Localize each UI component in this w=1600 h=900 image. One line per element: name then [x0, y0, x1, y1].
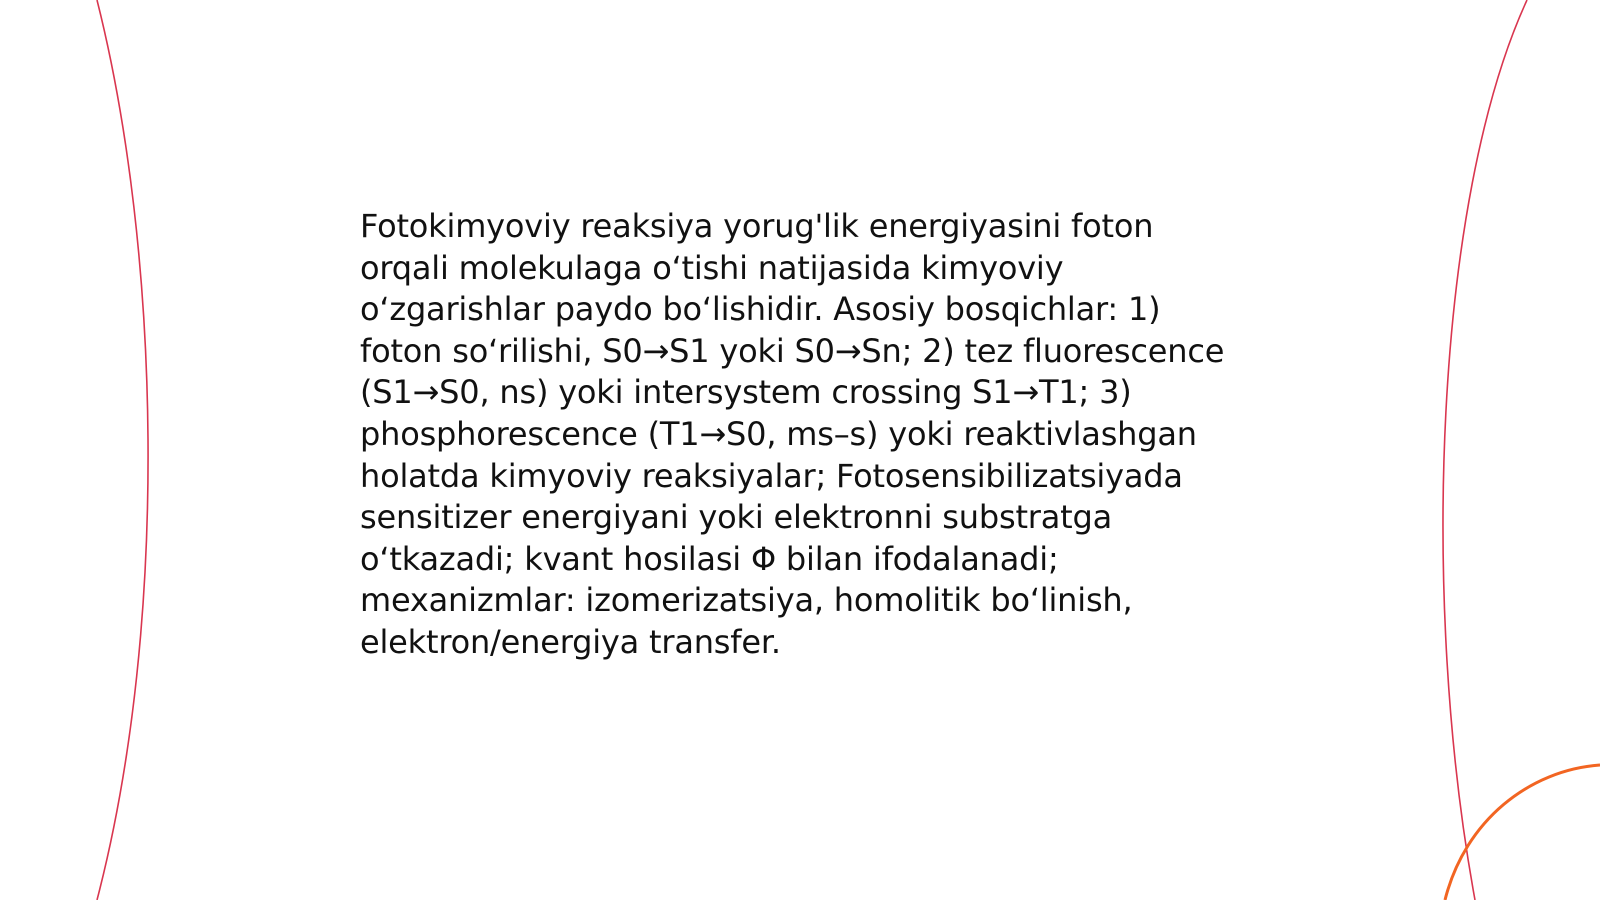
- right-curve-line: [1443, 0, 1527, 900]
- left-curve-line: [97, 0, 148, 900]
- corner-arc: [1445, 765, 1600, 900]
- slide-body-text: Fotokimyoviy reaksiya yorug'lik energiyasini foton orqali molekulaga oʻtishi natijasida kimyoviy oʻzgarishlar paydo boʻlishidir. Asosiy bosqichlar: 1) foton soʻrilishi, S0→S1 yoki S0→Sn; 2) tez fluorescence (S1→S0, ns) yoki intersystem crossing S1→T1; 3) phosphorescence (T1→S0, ms–s) yoki reaktivlashgan holatda kimyoviy reaksiyalar; Fotosensibilizatsiyada sensitizer energiyani yoki elektronni substratga oʻtkazadi; kvant hosilasi Φ bilan ifodalanadi; mexanizmlar: izomerizatsiya, homolitik boʻlinish, elektron/energiya transfer.: [360, 207, 1225, 661]
